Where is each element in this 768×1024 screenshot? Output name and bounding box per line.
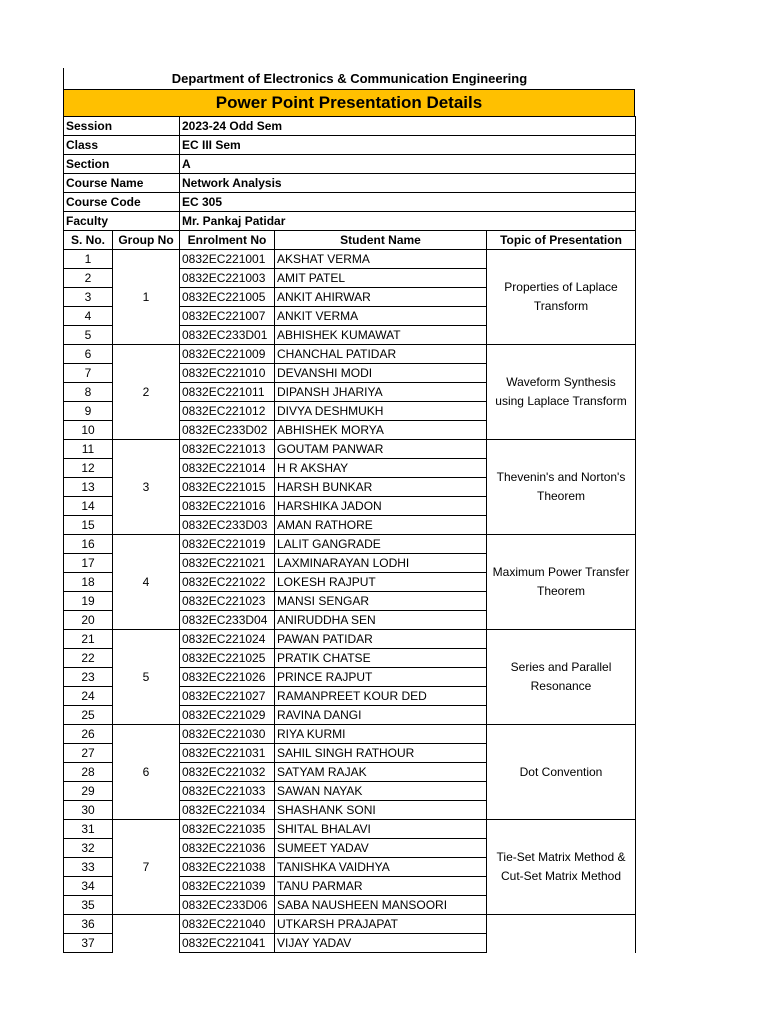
topic-cell: Series and Parallel Resonance (487, 630, 636, 725)
student-name-cell: ABHISHEK MORYA (275, 421, 487, 440)
serial-number-cell: 36 (64, 915, 113, 934)
enrolment-number-cell: 0832EC221025 (180, 649, 275, 668)
header-enrolment-no: Enrolment No (180, 231, 275, 250)
header-sno: S. No. (64, 231, 113, 250)
group-number-cell: 5 (113, 630, 180, 725)
info-row-course-name (64, 174, 636, 193)
info-value: EC III Sem (180, 136, 636, 155)
student-name-cell: HARSH BUNKAR (275, 478, 487, 497)
info-row-class (64, 136, 636, 155)
topic-cell: Maximum Power Transfer Theorem (487, 535, 636, 630)
serial-number-cell: 22 (64, 649, 113, 668)
group-number-cell: 2 (113, 345, 180, 440)
info-value: 2023-24 Odd Sem (180, 117, 636, 136)
student-name-cell: SATYAM RAJAK (275, 763, 487, 782)
info-row-section (64, 155, 636, 174)
enrolment-number-cell: 0832EC221021 (180, 554, 275, 573)
enrolment-number-cell: 0832EC221003 (180, 269, 275, 288)
student-name-cell: UTKARSH PRAJAPAT (275, 915, 487, 934)
student-name-cell: AKSHAT VERMA (275, 250, 487, 269)
serial-number-cell: 30 (64, 801, 113, 820)
enrolment-number-cell: 0832EC221016 (180, 497, 275, 516)
student-name-cell: RAVINA DANGI (275, 706, 487, 725)
enrolment-number-cell: 0832EC221036 (180, 839, 275, 858)
enrolment-number-cell: 0832EC221041 (180, 934, 275, 953)
topic-cell (487, 915, 636, 953)
enrolment-number-cell: 0832EC221032 (180, 763, 275, 782)
enrolment-number-cell: 0832EC221010 (180, 364, 275, 383)
enrolment-number-cell: 0832EC221027 (180, 687, 275, 706)
enrolment-number-cell: 0832EC221005 (180, 288, 275, 307)
spreadsheet (63, 68, 635, 953)
table-row (64, 820, 636, 839)
student-name-cell: ANKIT AHIRWAR (275, 288, 487, 307)
serial-number-cell: 13 (64, 478, 113, 497)
enrolment-number-cell: 0832EC233D04 (180, 611, 275, 630)
topic-cell: Properties of Laplace Transform (487, 250, 636, 345)
serial-number-cell: 5 (64, 326, 113, 345)
table-row (64, 725, 636, 744)
info-value: A (180, 155, 636, 174)
enrolment-number-cell: 0832EC221007 (180, 307, 275, 326)
info-label: Faculty (64, 212, 180, 231)
department-heading: Department of Electronics & Communication Engineering (63, 68, 635, 89)
enrolment-number-cell: 0832EC221012 (180, 402, 275, 421)
enrolment-number-cell: 0832EC221023 (180, 592, 275, 611)
serial-number-cell: 24 (64, 687, 113, 706)
student-name-cell: RAMANPREET KOUR DED (275, 687, 487, 706)
serial-number-cell: 12 (64, 459, 113, 478)
student-name-cell: SUMEET YADAV (275, 839, 487, 858)
table-row (64, 440, 636, 459)
serial-number-cell: 35 (64, 896, 113, 915)
enrolment-number-cell: 0832EC221022 (180, 573, 275, 592)
info-label: Session (64, 117, 180, 136)
topic-cell: Dot Convention (487, 725, 636, 820)
group-number-cell: 7 (113, 820, 180, 915)
presentation-table (63, 116, 636, 953)
serial-number-cell: 7 (64, 364, 113, 383)
enrolment-number-cell: 0832EC233D06 (180, 896, 275, 915)
info-row-session (64, 117, 636, 136)
info-value: Mr. Pankaj Patidar (180, 212, 636, 231)
group-number-cell: 6 (113, 725, 180, 820)
serial-number-cell: 28 (64, 763, 113, 782)
serial-number-cell: 25 (64, 706, 113, 725)
serial-number-cell: 27 (64, 744, 113, 763)
enrolment-number-cell: 0832EC221026 (180, 668, 275, 687)
enrolment-number-cell: 0832EC221014 (180, 459, 275, 478)
enrolment-number-cell: 0832EC221024 (180, 630, 275, 649)
table-row (64, 250, 636, 269)
table-row (64, 535, 636, 554)
enrolment-number-cell: 0832EC221033 (180, 782, 275, 801)
enrolment-number-cell: 0832EC221035 (180, 820, 275, 839)
enrolment-number-cell: 0832EC221030 (180, 725, 275, 744)
serial-number-cell: 32 (64, 839, 113, 858)
student-name-cell: HARSHIKA JADON (275, 497, 487, 516)
table-row (64, 345, 636, 364)
enrolment-number-cell: 0832EC233D02 (180, 421, 275, 440)
enrolment-number-cell: 0832EC221015 (180, 478, 275, 497)
enrolment-number-cell: 0832EC221013 (180, 440, 275, 459)
serial-number-cell: 19 (64, 592, 113, 611)
serial-number-cell: 33 (64, 858, 113, 877)
student-name-cell: LALIT GANGRADE (275, 535, 487, 554)
topic-cell: Tie-Set Matrix Method & Cut-Set Matrix Method (487, 820, 636, 915)
serial-number-cell: 26 (64, 725, 113, 744)
student-name-cell: SHITAL BHALAVI (275, 820, 487, 839)
info-label: Course Code (64, 193, 180, 212)
serial-number-cell: 20 (64, 611, 113, 630)
student-name-cell: CHANCHAL PATIDAR (275, 345, 487, 364)
serial-number-cell: 18 (64, 573, 113, 592)
student-rows (64, 250, 636, 953)
student-name-cell: DIPANSH JHARIYA (275, 383, 487, 402)
student-name-cell: H R AKSHAY (275, 459, 487, 478)
serial-number-cell: 31 (64, 820, 113, 839)
student-name-cell: RIYA KURMI (275, 725, 487, 744)
serial-number-cell: 4 (64, 307, 113, 326)
serial-number-cell: 3 (64, 288, 113, 307)
student-name-cell: SAHIL SINGH RATHOUR (275, 744, 487, 763)
serial-number-cell: 1 (64, 250, 113, 269)
enrolment-number-cell: 0832EC221001 (180, 250, 275, 269)
enrolment-number-cell: 0832EC221029 (180, 706, 275, 725)
serial-number-cell: 21 (64, 630, 113, 649)
group-number-cell: 1 (113, 250, 180, 345)
info-label: Class (64, 136, 180, 155)
student-name-cell: ABHISHEK KUMAWAT (275, 326, 487, 345)
sheet-title-banner: Power Point Presentation Details (63, 89, 635, 116)
info-label: Course Name (64, 174, 180, 193)
student-name-cell: DIVYA DESHMUKH (275, 402, 487, 421)
info-label: Section (64, 155, 180, 174)
student-name-cell: LAXMINARAYAN LODHI (275, 554, 487, 573)
student-name-cell: PRINCE RAJPUT (275, 668, 487, 687)
header-student-name: Student Name (275, 231, 487, 250)
enrolment-number-cell: 0832EC233D03 (180, 516, 275, 535)
serial-number-cell: 2 (64, 269, 113, 288)
course-info (64, 117, 636, 250)
student-name-cell: GOUTAM PANWAR (275, 440, 487, 459)
serial-number-cell: 34 (64, 877, 113, 896)
student-name-cell: PRATIK CHATSE (275, 649, 487, 668)
serial-number-cell: 23 (64, 668, 113, 687)
column-header-row (64, 231, 636, 250)
enrolment-number-cell: 0832EC221039 (180, 877, 275, 896)
student-name-cell: LOKESH RAJPUT (275, 573, 487, 592)
info-row-course-code (64, 193, 636, 212)
enrolment-number-cell: 0832EC221009 (180, 345, 275, 364)
serial-number-cell: 8 (64, 383, 113, 402)
serial-number-cell: 14 (64, 497, 113, 516)
serial-number-cell: 29 (64, 782, 113, 801)
serial-number-cell: 16 (64, 535, 113, 554)
enrolment-number-cell: 0832EC221038 (180, 858, 275, 877)
student-name-cell: AMIT PATEL (275, 269, 487, 288)
serial-number-cell: 37 (64, 934, 113, 953)
serial-number-cell: 17 (64, 554, 113, 573)
info-row-faculty (64, 212, 636, 231)
student-name-cell: PAWAN PATIDAR (275, 630, 487, 649)
student-name-cell: SHASHANK SONI (275, 801, 487, 820)
student-name-cell: TANU PARMAR (275, 877, 487, 896)
student-name-cell: ANIRUDDHA SEN (275, 611, 487, 630)
group-number-cell: 3 (113, 440, 180, 535)
group-number-cell (113, 915, 180, 953)
enrolment-number-cell: 0832EC221034 (180, 801, 275, 820)
enrolment-number-cell: 0832EC233D01 (180, 326, 275, 345)
serial-number-cell: 15 (64, 516, 113, 535)
info-value: Network Analysis (180, 174, 636, 193)
table-row (64, 915, 636, 934)
group-number-cell: 4 (113, 535, 180, 630)
enrolment-number-cell: 0832EC221031 (180, 744, 275, 763)
student-name-cell: SAWAN NAYAK (275, 782, 487, 801)
enrolment-number-cell: 0832EC221019 (180, 535, 275, 554)
student-name-cell: VIJAY YADAV (275, 934, 487, 953)
table-row (64, 630, 636, 649)
info-value: EC 305 (180, 193, 636, 212)
serial-number-cell: 6 (64, 345, 113, 364)
serial-number-cell: 11 (64, 440, 113, 459)
serial-number-cell: 9 (64, 402, 113, 421)
enrolment-number-cell: 0832EC221040 (180, 915, 275, 934)
topic-cell: Thevenin's and Norton's Theorem (487, 440, 636, 535)
serial-number-cell: 10 (64, 421, 113, 440)
student-name-cell: TANISHKA VAIDHYA (275, 858, 487, 877)
student-name-cell: MANSI SENGAR (275, 592, 487, 611)
student-name-cell: ANKIT VERMA (275, 307, 487, 326)
student-name-cell: SABA NAUSHEEN MANSOORI (275, 896, 487, 915)
student-name-cell: DEVANSHI MODI (275, 364, 487, 383)
header-group-no: Group No (113, 231, 180, 250)
topic-cell: Waveform Synthesis using Laplace Transform (487, 345, 636, 440)
header-topic: Topic of Presentation (487, 231, 636, 250)
student-name-cell: AMAN RATHORE (275, 516, 487, 535)
enrolment-number-cell: 0832EC221011 (180, 383, 275, 402)
